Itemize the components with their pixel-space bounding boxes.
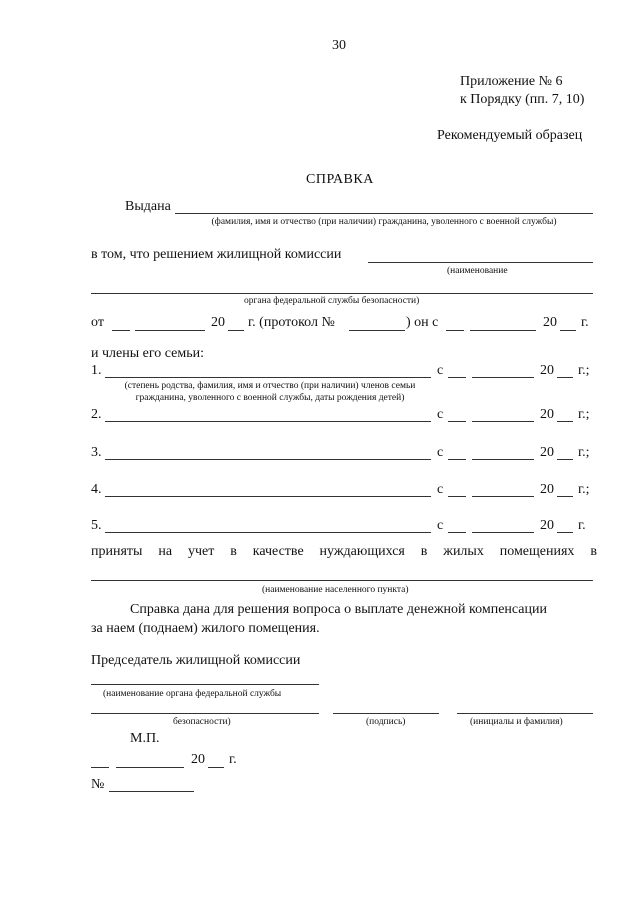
family-row-year-suffix: г. xyxy=(578,518,586,533)
family-row-year-suffix: г.; xyxy=(578,407,590,422)
family-row-month-line xyxy=(472,459,534,460)
since-month-line xyxy=(470,330,536,331)
initials-line xyxy=(457,713,593,714)
family-row-year-line xyxy=(557,421,573,422)
family-row-number: 2. xyxy=(91,407,102,422)
family-row-year-prefix: 20 xyxy=(540,445,554,460)
commission-name-line xyxy=(368,262,593,263)
family-row-year-prefix: 20 xyxy=(540,518,554,533)
family-row-line xyxy=(105,377,431,378)
protocol-from: от xyxy=(91,315,104,330)
initials-caption: (инициалы и фамилия) xyxy=(470,717,563,727)
family-row-year-prefix: 20 xyxy=(540,482,554,497)
chairman-label: Председатель жилищной комиссии xyxy=(91,653,301,668)
order-reference: к Порядку (пп. 7, 10) xyxy=(460,92,585,107)
family-row-day-line xyxy=(448,377,466,378)
family-row-number: 1. xyxy=(91,363,102,378)
family-row-year-line xyxy=(557,459,573,460)
issued-to-line xyxy=(175,213,593,214)
family-row-month-line xyxy=(472,532,534,533)
chairman-org-caption: (наименование органа федеральной службы xyxy=(103,689,282,699)
family-row-line xyxy=(105,459,431,460)
accepted-word: нуждающихся xyxy=(319,544,405,559)
appendix-number: Приложение № 6 xyxy=(460,74,563,89)
date-year-suffix: г. xyxy=(229,752,237,767)
issued-to-caption: (фамилия, имя и отчество (при наличии) гражданина, уволенного с военной службы) xyxy=(211,217,557,227)
family-row-year-prefix: 20 xyxy=(540,363,554,378)
family-row-number: 5. xyxy=(91,518,102,533)
protocol-number-line xyxy=(349,330,405,331)
accepted-word: в xyxy=(230,544,237,559)
chairman-security-caption: безопасности) xyxy=(173,717,231,727)
issued-to-label: Выдана xyxy=(125,199,171,214)
chairman-org-line xyxy=(91,684,319,685)
family-caption: (степень родства, фамилия, имя и отчество (при наличии) членов семьи xyxy=(124,381,416,391)
purpose-line-1: Справка дана для решения вопроса о выплате денежной компенсации xyxy=(130,602,547,617)
accepted-word: в xyxy=(420,544,428,559)
protocol-day-line xyxy=(112,330,130,331)
locality-caption: (наименование населенного пункта) xyxy=(262,585,409,595)
commission-name-caption: (наименование xyxy=(447,266,508,276)
protocol-year-prefix: 20 xyxy=(211,315,225,330)
document-title: СПРАВКА xyxy=(306,172,374,187)
since-day-line xyxy=(446,330,464,331)
commission-org-caption: органа федеральной службы безопасности) xyxy=(244,296,420,306)
family-row-year-suffix: г.; xyxy=(578,363,590,378)
family-row-month-line xyxy=(472,496,534,497)
family-row-day-line xyxy=(448,421,466,422)
date-month-line xyxy=(116,767,184,768)
family-row-year-prefix: 20 xyxy=(540,407,554,422)
family-row-year-line xyxy=(557,496,573,497)
family-row-month-line xyxy=(472,377,534,378)
family-caption-2: гражданина, уволенного с военной службы, даты рождения детей) xyxy=(135,393,405,403)
family-row-line xyxy=(105,496,431,497)
family-row-number: 4. xyxy=(91,482,102,497)
family-row-year-line xyxy=(557,377,573,378)
family-row-line xyxy=(105,532,431,533)
commission-text: в том, что решением жилищной комиссии xyxy=(91,247,342,262)
family-row-year-suffix: г.; xyxy=(578,445,590,460)
family-row-day-line xyxy=(448,496,466,497)
family-row-number: 3. xyxy=(91,445,102,460)
family-label: и члены его семьи: xyxy=(91,346,204,361)
commission-org-line xyxy=(91,293,593,294)
page-number: 30 xyxy=(332,38,346,53)
since-year-line xyxy=(560,330,576,331)
number-line xyxy=(109,791,194,792)
signature-line xyxy=(333,713,439,714)
family-row-from: с xyxy=(437,363,444,378)
protocol-month-line xyxy=(135,330,205,331)
accepted-word: жилых xyxy=(443,544,484,559)
family-row-from: с xyxy=(437,445,444,460)
recommended-sample: Рекомендуемый образец xyxy=(437,128,583,143)
since-year-prefix: 20 xyxy=(543,315,557,330)
family-row-from: с xyxy=(437,482,444,497)
chairman-org-line-2 xyxy=(91,713,319,714)
stamp-place: М.П. xyxy=(130,731,160,746)
protocol-year-line xyxy=(228,330,244,331)
family-row-day-line xyxy=(448,532,466,533)
locality-line xyxy=(91,580,593,581)
family-row-from: с xyxy=(437,407,444,422)
date-year-prefix: 20 xyxy=(191,752,205,767)
accepted-word: приняты xyxy=(91,544,143,559)
signature-caption: (подпись) xyxy=(366,717,406,727)
number-sign: № xyxy=(91,777,105,792)
family-row-line xyxy=(105,421,431,422)
accepted-word: качестве xyxy=(252,544,304,559)
accepted-word: учет xyxy=(187,544,215,559)
accepted-word: помещениях xyxy=(499,544,575,559)
family-row-from: с xyxy=(437,518,444,533)
date-day-line xyxy=(91,767,109,768)
family-row-day-line xyxy=(448,459,466,460)
since-year-suffix: г. xyxy=(581,315,589,330)
family-row-month-line xyxy=(472,421,534,422)
accepted-word: в xyxy=(590,544,597,559)
protocol-he-from: ) он с xyxy=(406,315,439,330)
family-row-year-line xyxy=(557,532,573,533)
protocol-number-label: г. (протокол № xyxy=(248,315,335,330)
family-row-year-suffix: г.; xyxy=(578,482,590,497)
accepted-word: на xyxy=(158,544,173,559)
accepted-text xyxy=(91,544,597,560)
date-year-line xyxy=(208,767,224,768)
purpose-line-2: за наем (поднаем) жилого помещения. xyxy=(91,621,320,636)
